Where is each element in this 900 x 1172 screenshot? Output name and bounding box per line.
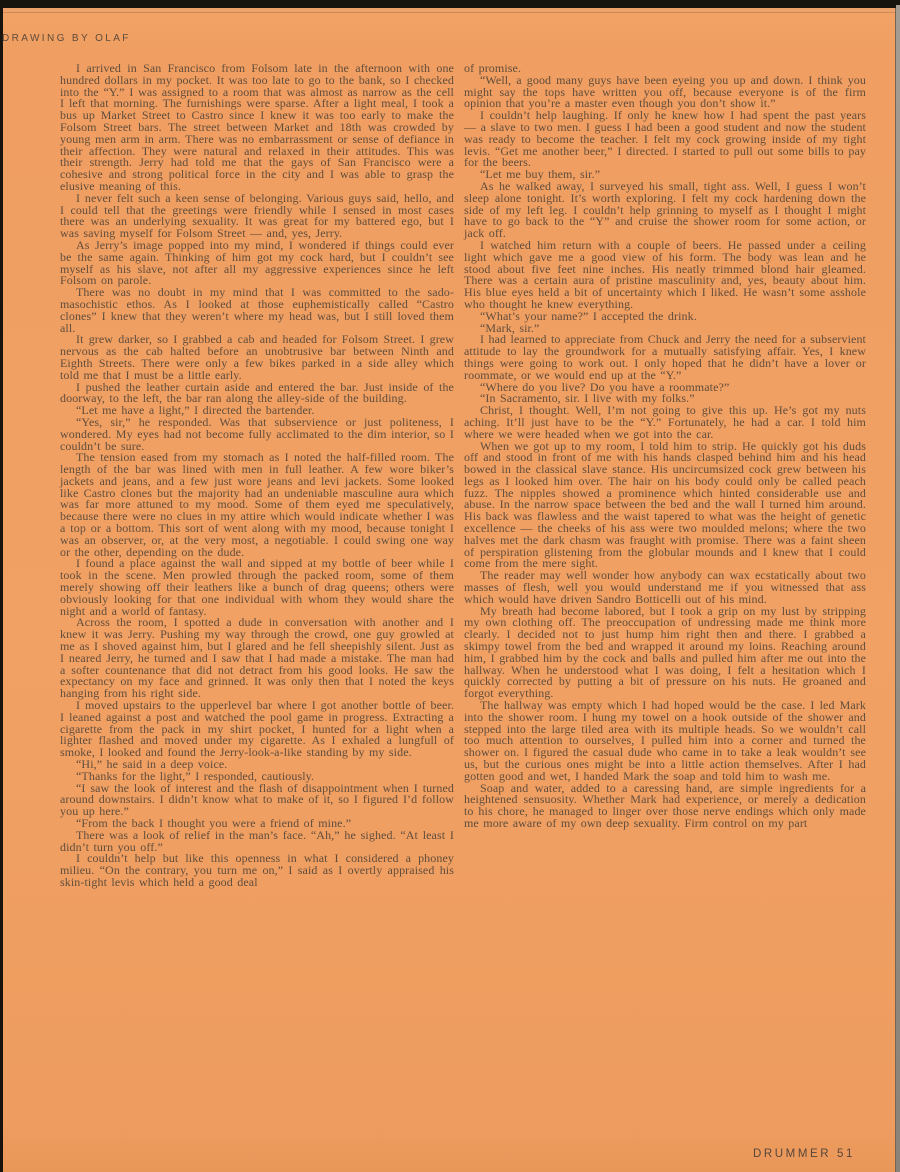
paragraph: of promise.	[464, 61, 522, 75]
paragraph: “Well, a good many guys have been eyeing you up and down. I think you might say the tops have written you off, because everyone is of the firm opinion that you’re a master even though you don’t show it.”	[464, 72, 866, 111]
paragraph: Christ, I thought. Well, I’m not going to give this up. He’s got my nuts aching. It’ll just have to be the “Y.” Fortunately, he had a car. I told him where we were headed when we got into the car.	[464, 403, 866, 441]
paragraph: I never felt such a keen sense of belonging. Various guys said, hello, and I could tell that the greetings were friendly while I sensed in most cases there was an underlying sexuality. It was great for my battered ego, but I was saving myself for Folsom Street — and, yes, Jerry.	[60, 190, 454, 241]
page-top-edge	[3, 8, 895, 13]
paragraph: I couldn’t help laughing. If only he knew how I had spent the past years — a slave to two men. I guess I had been a good student and now the student was ready to become the teacher. I felt my cock growing inside of my tight levis. “Get me another beer,” I directed. I started to pull out some bills to pay for the beers.	[464, 108, 866, 170]
paragraph: “Mark, sir.”	[480, 320, 540, 335]
paragraph: I found a place against the wall and sipped at my bottle of beer while I took in the scene. Men prowled through the packed room, some of them merely showing off their leathers like a bunch of drag queens; others were obviously looking for that one individual with whom they would share the night and a world of fantasy.	[60, 556, 454, 618]
paragraph: “In Sacramento, sir. I live with my folks.”	[480, 391, 695, 406]
page-right-edge	[896, 5, 900, 1172]
left-column	[60, 63, 454, 889]
paragraph: I arrived in San Francisco from Folsom late in the afternoon with one hundred dollars in my pocket. It was too late to go to the bank, so I checked into the “Y.” I was assigned to a room that was almost as narrow as the cell I left that morning. The furnishings were sparse. After a light meal, I took a bus up Market Street to Castro since I knew it was too early to make the Folsom Street bars. The street between Market and 18th was crowded by young men arm in arm. There was no embarrassment or sense of defiance in their affection. They were natural and relaxed in their attitudes. This was their strength. Jerry had told me that the gays of San Francisco were a cohesive and strong political force in the city and I was able to grasp the elusive meaning of this.	[60, 61, 454, 193]
paragraph: There was a look of relief in the man’s face. “Ah,” he sighed. “At least I didn’t turn you off.”	[60, 827, 454, 854]
paragraph: I watched him return with a couple of beers. He passed under a ceiling light which gave me a good view of his form. The body was lean and he stood about five feet nine inches. His neatly trimmed blond hair gleamed. There was a certain aura of pristine masculinity and, yes, beauty about him. His blue eyes held a bit of uncertainty which I liked. He wasn’t some asshole who thought he knew everything.	[464, 237, 866, 311]
paragraph: I had learned to appreciate from Chuck and Jerry the need for a subservient attitude to lay the groundwork for a mutually satisfying affair. Yes, I knew things were going to work out. I only hoped that he didn’t have a lover or roommate, or we would end up at the “Y.”	[464, 332, 866, 382]
paragraph: The hallway was empty which I had hoped would be the case. I led Mark into the shower room. I hung my towel on a hook outside of the shower and stepped into the large tiled area with its multiple heads. So we wouldn’t call too much attention to ourselves, I pulled him into a corner and turned the shower on. I figured the casual dude who came in to take a leak wouldn’t see us, but the curious ones might be into a little action themselves. After I had gotten good and wet, I handed Mark the soap and told him to wash me.	[464, 698, 866, 783]
paragraph: “Hi,” he said in a deep voice.	[76, 757, 228, 772]
paragraph: It grew darker, so I grabbed a cab and headed for Folsom Street. I grew nervous as the cab halted before an unobtrusive bar between Ninth and Eighth Streets. There were only a few bikes parked in a side alley which told me that I must be a little early.	[60, 332, 454, 382]
paragraph: “Thanks for the light,” I responded, cautiously.	[76, 768, 315, 783]
paragraph: As Jerry’s image popped into my mind, I wondered if things could ever be the same again. Thinking of him got my cock hard, but I couldn’t see myself as his slave, not after all my aggressive experiences since he left Folsom on parole.	[60, 237, 454, 288]
paragraph: When we got up to my room, I told him to strip. He quickly got his duds off and stood in front of me with his hands clasped behind him and his head bowed in the classical slave stance. His uncircumsized cock grew between his legs as I looked him over. The hair on his body could only be called peach fuzz. The nipples showed a prominence which hinted considerable use and abuse. In the narrow space between the bed and the wall I turned him around. His back was flawless and the waist tapered to what was the height of genetic excellence — the cheeks of his ass were two moulded melons; where the two halves met the dark chasm was fraught with promise. There was a faint sheen of perspiration glistening from the globular mounds and I knew that I could come from the mere sight.	[464, 438, 866, 571]
paragraph: My breath had become labored, but I took a grip on my lust by stripping my own clothing off. The preoccupation of undressing made me think more clearly. I decided not to just hump him right then and there. I grabbed a skimpy towel from the bed and wrapped it around my loins. Reaching around him, I grabbed him by the cock and balls and pulled him after me out into the hallway. When he understood what I was doing, I felt a hesitation which I quickly corrected by putting a bit of pressure on his nuts. He groaned and forgot everything.	[464, 603, 866, 701]
drawing-credit: DRAWING BY OLAF	[2, 33, 131, 44]
paragraph: Across the room, I spotted a dude in conversation with another and I knew it was Jerry. Pushing my way through the crowd, one guy growled at me as I shoved against him, but I glared and he fell sheepishly silent. Just as I neared Jerry, he turned and I saw that I had made a mistake. The man had a softer countenance that did not detract from his good looks. He saw the expectancy on my face and grinned. It was only then that I noted the keys hanging from his right side.	[60, 615, 454, 701]
paragraph: The tension eased from my stomach as I noted the half-filled room. The length of the bar was lined with men in full leather. A few wore biker’s jackets and jeans, and a few just wore jeans and levi jackets. Some looked like Castro clones but the majority had an undeniable masculine aura which was far more attuned to my mood. Some of them eyed me speculatively, because there were no clues in my attire which would indicate whether I was a top or a bottom. This sort of went along with my mood, because tonight I was an observer, or, at the very most, a negotiable. I could swing one way or the other, depending on the dude.	[60, 450, 454, 559]
paragraph: I pushed the leather curtain aside and entered the bar. Just inside of the doorway, to the left, the bar ran along the alley-side of the building.	[60, 379, 454, 406]
paragraph: As he walked away, I surveyed his small, tight ass. Well, I guess I won’t sleep alone tonight. It’s worth exploring. I felt my cock hardening down the side of my left leg. I couldn’t help grinning to myself as I thought I might have to go back to the “Y” and cruise the shower room for some action, or jack off.	[464, 178, 866, 241]
paragraph: “From the back I thought you were a friend of mine.”	[76, 816, 352, 830]
paragraph: There was no doubt in my mind that I was committed to the sado-masochistic ethos. As I looked at those euphemistically called “Castro clones” I knew that they weren’t where my head was, but I still loved them all.	[60, 285, 454, 335]
paragraph: “I saw the look of interest and the flash of disappointment when I turned around downstairs. I didn’t know what to make of it, so I figured I’d follow you up here.”	[60, 780, 454, 819]
paragraph: “Let me buy them, sir.”	[480, 167, 601, 182]
paragraph: “What’s your name?” I accepted the drink.	[480, 308, 697, 323]
paragraph: “Let me have a light,” I directed the bartender.	[76, 403, 315, 418]
paragraph: The reader may well wonder how anybody can wax ecstatically about two masses of flesh, well you would understand me if you witnessed that ass which would have driven Sandro Botticelli out of his mind.	[464, 568, 866, 606]
paragraph: “Yes, sir,” he responded. Was that subservience or just politeness, I wondered. My eyes had not become fully acclimated to the dim interior, so I couldn’t be sure.	[60, 414, 454, 453]
paragraph: I couldn’t help but like this openness in what I considered a phoney milieu. “On the contrary, you turn me on,” I said as I overtly appraised his skin-tight levis which held a good deal	[60, 851, 454, 889]
magazine-page	[3, 8, 896, 1172]
paragraph: I moved upstairs to the upperlevel bar where I got another bottle of beer. I leaned against a post and watched the pool game in progress. Extracting a cigarette from the pack in my shirt pocket, I hunted for a light when a lighter flashed and moved under my cigarette. As I exhaled a lungfull of smoke, I looked and found the Jerry-look-a-like standing by my side.	[60, 698, 454, 760]
page-folio: DRUMMER 51	[752, 1148, 855, 1160]
paragraph: “Where do you live? Do you have a roommate?”	[480, 379, 730, 394]
right-column	[464, 63, 866, 889]
text-columns	[60, 63, 866, 889]
paragraph: Soap and water, added to a caressing hand, are simple ingredients for a heightened sensuosity. Whether Mark had experience, or merely a dedication to his chore, he managed to linger over those nerve endings which only made me more aware of my own deep sexuality. Firm control on my part	[464, 780, 866, 830]
